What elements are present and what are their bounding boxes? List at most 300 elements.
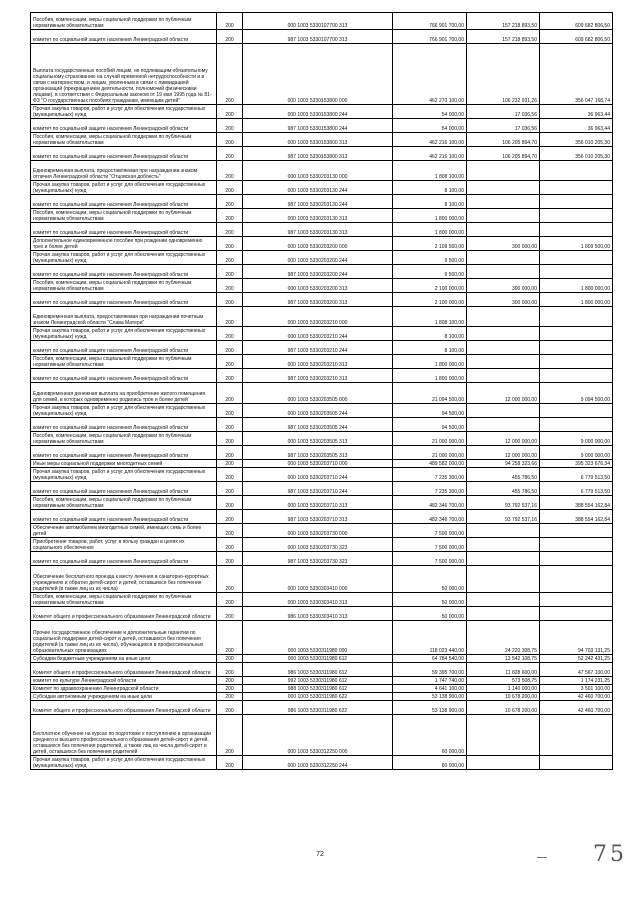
table-row bbox=[31, 44, 613, 105]
row-description: комитет по культуре Ленинградской области bbox=[31, 677, 217, 685]
row-budget-code: 000 1003 5330311980 000 bbox=[243, 621, 393, 655]
row-line-code: 200 bbox=[217, 677, 243, 685]
row-unexecuted-amount: 9 000 000,00 bbox=[540, 446, 613, 460]
row-unexecuted-amount bbox=[540, 251, 613, 265]
row-unexecuted-amount: 1 800 000,00 bbox=[540, 293, 613, 307]
table-row bbox=[31, 279, 613, 293]
row-executed-amount: 106 205 894,70 bbox=[467, 147, 540, 161]
row-unexecuted-amount: 388 554 162,84 bbox=[540, 510, 613, 524]
row-description: Выплата государственных пособий лицам, не подлежащим обязательному социальному страхованию на случай временной нетрудоспособности и в связи с материнством, и лицам, уволенным в связи с ликвидацией организаций (прекращением деятельности, полномочий физическими лицами), в соответствии с Федеральным законом от 19 мая 1995 года № 81-ФЗ "О государственных пособиях гражданам, имеющим детей" bbox=[31, 44, 217, 105]
row-description: Комитет по здравоохранению Ленинградской области bbox=[31, 685, 217, 693]
row-executed-amount bbox=[467, 341, 540, 355]
row-budget-code: 987 1003 5330203505 244 bbox=[243, 418, 393, 432]
table-row bbox=[31, 251, 613, 265]
row-unexecuted-amount: 6 779 513,50 bbox=[540, 482, 613, 496]
row-approved-amount: 53 138 900,00 bbox=[393, 693, 467, 701]
row-line-code: 200 bbox=[217, 460, 243, 468]
row-description: комитет по социальной защите населения Ленинградской области bbox=[31, 119, 217, 133]
row-approved-amount: 462 216 100,00 bbox=[393, 147, 467, 161]
row-executed-amount bbox=[467, 552, 540, 566]
row-unexecuted-amount: 356 010 205,30 bbox=[540, 133, 613, 147]
table-row bbox=[31, 655, 613, 663]
row-description: Иные меры социальной поддержки многодетных семей bbox=[31, 460, 217, 468]
row-budget-code: 000 1003 5330203130 313 bbox=[243, 209, 393, 223]
row-description: Прочая закупка товаров, работ и услуг для обеспечения государственных (муниципальных) нужд bbox=[31, 404, 217, 418]
row-line-code: 200 bbox=[217, 524, 243, 538]
row-line-code: 200 bbox=[217, 341, 243, 355]
table-row bbox=[31, 369, 613, 383]
row-description: Дополнительное единовременное пособие при рождении одновременно трех и более детей bbox=[31, 237, 217, 251]
row-description: Обеспечение автомобилем многодетных семей, имеющих семь и более детей bbox=[31, 524, 217, 538]
row-approved-amount: 7 235 300,00 bbox=[393, 468, 467, 482]
row-line-code: 200 bbox=[217, 693, 243, 701]
row-unexecuted-amount: 36 963,44 bbox=[540, 105, 613, 119]
row-approved-amount: 482 346 700,00 bbox=[393, 510, 467, 524]
row-unexecuted-amount: 609 682 806,50 bbox=[540, 30, 613, 44]
row-description: комитет по социальной защите населения Ленинградской области bbox=[31, 265, 217, 279]
row-line-code: 200 bbox=[217, 468, 243, 482]
table-row bbox=[31, 468, 613, 482]
row-budget-code: 987 1003 5330107700 313 bbox=[243, 30, 393, 44]
row-executed-amount: 11 828 600,00 bbox=[467, 663, 540, 677]
row-executed-amount: 455 786,50 bbox=[467, 482, 540, 496]
row-executed-amount bbox=[467, 251, 540, 265]
row-description: Прочая закупка товаров, работ и услуг для обеспечения государственных (муниципальных) нужд bbox=[31, 327, 217, 341]
row-description: комитет по социальной защите населения Ленинградской области bbox=[31, 510, 217, 524]
row-unexecuted-amount: 36 963,44 bbox=[540, 119, 613, 133]
row-executed-amount: 300 000,00 bbox=[467, 279, 540, 293]
row-unexecuted-amount: 6 779 513,50 bbox=[540, 468, 613, 482]
row-budget-code: 987 1003 5330203710 244 bbox=[243, 482, 393, 496]
row-approved-amount: 1 800 000,00 bbox=[393, 209, 467, 223]
row-budget-code: 987 1003 5330203200 313 bbox=[243, 293, 393, 307]
row-approved-amount: 462 216 100,00 bbox=[393, 133, 467, 147]
row-line-code: 200 bbox=[217, 147, 243, 161]
table-row bbox=[31, 607, 613, 621]
row-budget-code: 000 1003 5330203730 323 bbox=[243, 538, 393, 552]
table-row bbox=[31, 223, 613, 237]
row-budget-code: 992 1003 5330311980 612 bbox=[243, 677, 393, 685]
table-row bbox=[31, 13, 613, 30]
row-description: Единовременная выплата, предоставляемая при награждении почетным знаком Ленинградской области "Слава Матери" bbox=[31, 307, 217, 327]
row-unexecuted-amount: 1 809 500,00 bbox=[540, 237, 613, 251]
table-row bbox=[31, 265, 613, 279]
row-unexecuted-amount bbox=[540, 209, 613, 223]
row-description: комитет по социальной защите населения Ленинградской области bbox=[31, 482, 217, 496]
row-line-code: 200 bbox=[217, 369, 243, 383]
row-approved-amount: 50 000,00 bbox=[393, 607, 467, 621]
row-executed-amount: 157 218 893,50 bbox=[467, 30, 540, 44]
row-budget-code: 987 1003 5330203130 244 bbox=[243, 195, 393, 209]
row-line-code: 200 bbox=[217, 621, 243, 655]
row-description: Пособия, компенсации, меры социальной поддержки по публичным нормативным обязательствам bbox=[31, 209, 217, 223]
row-budget-code: 987 1003 5330203210 244 bbox=[243, 341, 393, 355]
table-row bbox=[31, 538, 613, 552]
table-row bbox=[31, 383, 613, 404]
row-line-code: 200 bbox=[217, 404, 243, 418]
table-row bbox=[31, 355, 613, 369]
row-executed-amount bbox=[467, 355, 540, 369]
row-line-code: 200 bbox=[217, 715, 243, 756]
row-line-code: 200 bbox=[217, 383, 243, 404]
row-budget-code: 000 1003 5330203210 244 bbox=[243, 327, 393, 341]
row-unexecuted-amount bbox=[540, 715, 613, 756]
table-row bbox=[31, 30, 613, 44]
row-executed-amount: 93 792 537,16 bbox=[467, 496, 540, 510]
row-budget-code: 000 1003 5330203505 000 bbox=[243, 383, 393, 404]
row-approved-amount: 64 784 540,00 bbox=[393, 655, 467, 663]
table-row bbox=[31, 237, 613, 251]
row-description: Комитет общего и профессионального образования Ленинградской области bbox=[31, 701, 217, 715]
row-executed-amount bbox=[467, 307, 540, 327]
row-executed-amount: 10 678 200,00 bbox=[467, 701, 540, 715]
row-line-code: 200 bbox=[217, 552, 243, 566]
row-unexecuted-amount: 52 242 431,25 bbox=[540, 655, 613, 663]
row-line-code: 200 bbox=[217, 293, 243, 307]
row-executed-amount: 94 258 323,66 bbox=[467, 460, 540, 468]
row-budget-code: 000 1003 5330312250 244 bbox=[243, 756, 393, 770]
row-line-code: 200 bbox=[217, 663, 243, 677]
row-unexecuted-amount bbox=[540, 369, 613, 383]
row-line-code: 200 bbox=[217, 355, 243, 369]
row-approved-amount: 9 500,00 bbox=[393, 265, 467, 279]
row-unexecuted-amount bbox=[540, 341, 613, 355]
row-description: Прочая закупка товаров, работ и услуг для обеспечения государственных (муниципальных) нужд bbox=[31, 181, 217, 195]
row-executed-amount bbox=[467, 607, 540, 621]
row-executed-amount: 300 000,00 bbox=[467, 237, 540, 251]
table-row bbox=[31, 327, 613, 341]
row-approved-amount: 1 800 000,00 bbox=[393, 223, 467, 237]
row-executed-amount: 12 000 000,00 bbox=[467, 446, 540, 460]
row-executed-amount bbox=[467, 715, 540, 756]
row-budget-code: 000 1003 5330153800 000 bbox=[243, 44, 393, 105]
table-row bbox=[31, 482, 613, 496]
row-unexecuted-amount bbox=[540, 524, 613, 538]
row-line-code: 200 bbox=[217, 446, 243, 460]
row-approved-amount: 1 808 100,00 bbox=[393, 161, 467, 181]
row-description: Пособия, компенсации, меры социальной поддержки по публичным нормативным обязательствам bbox=[31, 496, 217, 510]
row-executed-amount: 106 232 931,26 bbox=[467, 44, 540, 105]
table-row bbox=[31, 161, 613, 181]
row-unexecuted-amount bbox=[540, 161, 613, 181]
table-row bbox=[31, 432, 613, 446]
row-budget-code: 000 1003 5330303410 313 bbox=[243, 593, 393, 607]
row-approved-amount: 118 023 440,00 bbox=[393, 621, 467, 655]
row-budget-code: 000 1003 5330203505 313 bbox=[243, 432, 393, 446]
table-row bbox=[31, 105, 613, 119]
row-approved-amount: 59 395 700,00 bbox=[393, 663, 467, 677]
row-approved-amount: 2 100 000,00 bbox=[393, 293, 467, 307]
row-executed-amount bbox=[467, 566, 540, 593]
table-row bbox=[31, 621, 613, 655]
row-executed-amount: 17 036,56 bbox=[467, 105, 540, 119]
row-description: Комитет общего и профессионального образования Ленинградской области bbox=[31, 607, 217, 621]
row-unexecuted-amount: 9 094 500,00 bbox=[540, 383, 613, 404]
row-approved-amount: 7 500 000,00 bbox=[393, 538, 467, 552]
row-approved-amount: 7 500 000,00 bbox=[393, 552, 467, 566]
row-description: Субсидии автономным учреждениям на иные цели bbox=[31, 693, 217, 701]
row-unexecuted-amount bbox=[540, 593, 613, 607]
row-line-code: 200 bbox=[217, 655, 243, 663]
row-approved-amount: 1 747 740,00 bbox=[393, 677, 467, 685]
row-budget-code: 987 1003 5330203210 313 bbox=[243, 369, 393, 383]
row-unexecuted-amount bbox=[540, 607, 613, 621]
row-budget-code: 000 1003 5330303410 000 bbox=[243, 566, 393, 593]
handwritten-page-mark: 7 5 bbox=[593, 842, 622, 867]
row-line-code: 200 bbox=[217, 538, 243, 552]
row-description: комитет по социальной защите населения Ленинградской области bbox=[31, 341, 217, 355]
row-unexecuted-amount bbox=[540, 307, 613, 327]
row-budget-code: 986 1003 5330303410 313 bbox=[243, 607, 393, 621]
row-executed-amount bbox=[467, 223, 540, 237]
table-row bbox=[31, 496, 613, 510]
row-budget-code: 000 1003 5330153800 244 bbox=[243, 105, 393, 119]
row-unexecuted-amount: 42 460 700,00 bbox=[540, 701, 613, 715]
row-description: комитет по социальной защите населения Ленинградской области bbox=[31, 369, 217, 383]
table-row bbox=[31, 446, 613, 460]
row-description: комитет по социальной защите населения Ленинградской области bbox=[31, 552, 217, 566]
table-row bbox=[31, 460, 613, 468]
margin-dash bbox=[537, 857, 547, 858]
row-description: комитет по социальной защите населения Ленинградской области bbox=[31, 446, 217, 460]
row-unexecuted-amount bbox=[540, 552, 613, 566]
row-approved-amount: 1 800 000,00 bbox=[393, 355, 467, 369]
table-row bbox=[31, 593, 613, 607]
table-row bbox=[31, 715, 613, 756]
row-executed-amount: 300 000,00 bbox=[467, 293, 540, 307]
row-unexecuted-amount bbox=[540, 265, 613, 279]
row-executed-amount bbox=[467, 538, 540, 552]
row-executed-amount: 106 205 894,70 bbox=[467, 133, 540, 147]
row-line-code: 200 bbox=[217, 327, 243, 341]
row-description: Пособия, компенсации, меры социальной поддержки по публичным нормативным обязательствам bbox=[31, 279, 217, 293]
row-executed-amount: 93 792 537,16 bbox=[467, 510, 540, 524]
row-budget-code: 000 1003 5330311980 622 bbox=[243, 693, 393, 701]
row-budget-code: 987 1003 5330203130 313 bbox=[243, 223, 393, 237]
row-unexecuted-amount: 3 501 100,00 bbox=[540, 685, 613, 693]
row-budget-code: 000 1003 5330203710 313 bbox=[243, 496, 393, 510]
table-row bbox=[31, 293, 613, 307]
row-approved-amount: 4 641 100,00 bbox=[393, 685, 467, 693]
row-description: Прочая закупка товаров, работ и услуг для обеспечения государственных (муниципальных) нужд bbox=[31, 105, 217, 119]
row-budget-code: 987 1003 5330203710 313 bbox=[243, 510, 393, 524]
row-approved-amount: 2 109 500,00 bbox=[393, 237, 467, 251]
row-budget-code: 000 1003 5330203200 000 bbox=[243, 237, 393, 251]
row-executed-amount: 12 000 000,00 bbox=[467, 383, 540, 404]
row-executed-amount bbox=[467, 404, 540, 418]
row-description: комитет по социальной защите населения Ленинградской области bbox=[31, 293, 217, 307]
table-row bbox=[31, 510, 613, 524]
row-approved-amount: 50 000,00 bbox=[393, 566, 467, 593]
row-approved-amount: 21 000 000,00 bbox=[393, 432, 467, 446]
table-row bbox=[31, 209, 613, 223]
row-executed-amount bbox=[467, 524, 540, 538]
row-line-code: 200 bbox=[217, 181, 243, 195]
row-executed-amount bbox=[467, 265, 540, 279]
row-approved-amount: 8 100,00 bbox=[393, 341, 467, 355]
row-line-code: 200 bbox=[217, 432, 243, 446]
row-line-code: 200 bbox=[217, 701, 243, 715]
row-approved-amount: 482 346 700,00 bbox=[393, 496, 467, 510]
row-description: Пособия, компенсации, меры социальной поддержки по публичным нормативным обязательствам bbox=[31, 432, 217, 446]
row-approved-amount: 2 100 000,00 bbox=[393, 279, 467, 293]
row-approved-amount: 60 000,00 bbox=[393, 715, 467, 756]
table-body bbox=[31, 13, 613, 770]
table-row bbox=[31, 552, 613, 566]
table-row bbox=[31, 524, 613, 538]
row-budget-code: 000 1003 5330203210 000 bbox=[243, 307, 393, 327]
table-row bbox=[31, 756, 613, 770]
table-row bbox=[31, 133, 613, 147]
row-executed-amount bbox=[467, 327, 540, 341]
table-row bbox=[31, 663, 613, 677]
row-unexecuted-amount: 609 682 806,50 bbox=[540, 13, 613, 30]
row-executed-amount: 573 508,75 bbox=[467, 677, 540, 685]
row-budget-code: 000 1003 5330312250 000 bbox=[243, 715, 393, 756]
table-row bbox=[31, 677, 613, 685]
row-approved-amount: 50 000,00 bbox=[393, 593, 467, 607]
row-unexecuted-amount bbox=[540, 538, 613, 552]
row-line-code: 200 bbox=[217, 496, 243, 510]
row-budget-code: 987 1003 5330153800 244 bbox=[243, 119, 393, 133]
table-row bbox=[31, 404, 613, 418]
row-unexecuted-amount bbox=[540, 355, 613, 369]
row-executed-amount bbox=[467, 181, 540, 195]
row-line-code: 200 bbox=[217, 685, 243, 693]
row-executed-amount bbox=[467, 195, 540, 209]
table-row bbox=[31, 701, 613, 715]
row-unexecuted-amount: 1 800 000,00 bbox=[540, 279, 613, 293]
row-executed-amount: 17 036,56 bbox=[467, 119, 540, 133]
row-unexecuted-amount bbox=[540, 223, 613, 237]
row-budget-code: 987 1003 5330203730 323 bbox=[243, 552, 393, 566]
row-unexecuted-amount: 47 567 100,00 bbox=[540, 663, 613, 677]
table-row bbox=[31, 195, 613, 209]
row-description: Пособия, компенсации, меры социальной поддержки по публичным нормативным обязательствам bbox=[31, 133, 217, 147]
table-row bbox=[31, 119, 613, 133]
row-description: Приобретение товаров, работ, услуг в пользу граждан в целях их социального обеспечения bbox=[31, 538, 217, 552]
row-approved-amount: 462 270 100,00 bbox=[393, 44, 467, 105]
table-row bbox=[31, 307, 613, 327]
row-unexecuted-amount bbox=[540, 756, 613, 770]
row-description: комитет по социальной защите населения Ленинградской области bbox=[31, 147, 217, 161]
row-budget-code: 000 1003 5330203730 000 bbox=[243, 524, 393, 538]
row-executed-amount bbox=[467, 593, 540, 607]
row-approved-amount: 8 100,00 bbox=[393, 327, 467, 341]
row-budget-code: 987 1003 5330153800 313 bbox=[243, 147, 393, 161]
row-approved-amount: 54 000,00 bbox=[393, 105, 467, 119]
row-description: комитет по социальной защите населения Ленинградской области bbox=[31, 418, 217, 432]
row-budget-code: 000 1003 5330203210 313 bbox=[243, 355, 393, 369]
row-unexecuted-amount: 395 323 676,34 bbox=[540, 460, 613, 468]
row-budget-code: 000 1003 5330203710 000 bbox=[243, 460, 393, 468]
row-unexecuted-amount bbox=[540, 566, 613, 593]
row-description: Комитет общего и профессионального образования Ленинградской области bbox=[31, 663, 217, 677]
budget-execution-table bbox=[30, 12, 613, 770]
row-unexecuted-amount: 356 010 205,30 bbox=[540, 147, 613, 161]
row-approved-amount: 7 235 300,00 bbox=[393, 482, 467, 496]
row-approved-amount: 54 000,00 bbox=[393, 119, 467, 133]
row-budget-code: 000 1003 5330203130 244 bbox=[243, 181, 393, 195]
row-line-code: 200 bbox=[217, 13, 243, 30]
row-approved-amount: 766 901 700,00 bbox=[393, 13, 467, 30]
row-description: Обеспечение бесплатного проезда к месту лечения в санаторно-курортных учреждениях и обратно детей-сирот и детей, оставшихся без попечения родителей (в также лиц из их числа) bbox=[31, 566, 217, 593]
row-description: комитет по социальной защите населения Ленинградской области bbox=[31, 30, 217, 44]
row-description: Единовременная выплата, предоставляемая при награждении знаком отличия Ленинградской области "Отцовская доблесть" bbox=[31, 161, 217, 181]
row-description: Прочая закупка товаров, работ и услуг для обеспечения государственных (муниципальных) нужд bbox=[31, 756, 217, 770]
row-budget-code: 987 1003 5330203200 244 bbox=[243, 265, 393, 279]
row-description: комитет по социальной защите населения Ленинградской области bbox=[31, 223, 217, 237]
table-row bbox=[31, 566, 613, 593]
page-number: 72 bbox=[316, 851, 324, 858]
row-executed-amount: 455 786,50 bbox=[467, 468, 540, 482]
row-approved-amount: 21 094 500,00 bbox=[393, 383, 467, 404]
row-line-code: 200 bbox=[217, 593, 243, 607]
row-unexecuted-amount bbox=[540, 404, 613, 418]
row-executed-amount bbox=[467, 369, 540, 383]
row-unexecuted-amount: 388 554 162,84 bbox=[540, 496, 613, 510]
row-budget-code: 986 1003 5330311980 612 bbox=[243, 663, 393, 677]
row-approved-amount: 21 000 000,00 bbox=[393, 446, 467, 460]
row-description: Единовременная денежная выплата на приобретение жилого помещения для семей, в которых одновременно родились трое и более детей bbox=[31, 383, 217, 404]
row-unexecuted-amount: 9 000 000,00 bbox=[540, 432, 613, 446]
row-budget-code: 000 1003 5330107700 313 bbox=[243, 13, 393, 30]
row-approved-amount: 9 500,00 bbox=[393, 251, 467, 265]
row-executed-amount: 157 218 893,50 bbox=[467, 13, 540, 30]
table-row bbox=[31, 181, 613, 195]
row-description: Прочее государственное обеспечение и дополнительные гарантии по социальной поддержке детей-сирот и детей, оставшихся без попечения родителей (а также лиц из их числа), обучающихся в профессиональных образовательных организациях bbox=[31, 621, 217, 655]
row-unexecuted-amount: 94 703 131,25 bbox=[540, 621, 613, 655]
row-executed-amount: 10 678 200,00 bbox=[467, 693, 540, 701]
row-executed-amount bbox=[467, 756, 540, 770]
row-budget-code: 000 1003 5330203710 244 bbox=[243, 468, 393, 482]
row-approved-amount: 94 500,00 bbox=[393, 418, 467, 432]
row-approved-amount: 94 500,00 bbox=[393, 404, 467, 418]
row-budget-code: 000 1003 5330203505 244 bbox=[243, 404, 393, 418]
row-budget-code: 000 1003 5330311980 612 bbox=[243, 655, 393, 663]
row-description: Пособия, компенсации, меры социальной поддержки по публичным нормативным обязательствам bbox=[31, 593, 217, 607]
row-unexecuted-amount: 42 460 700,00 bbox=[540, 693, 613, 701]
row-line-code: 200 bbox=[217, 265, 243, 279]
table-row bbox=[31, 147, 613, 161]
row-line-code: 200 bbox=[217, 161, 243, 181]
row-approved-amount: 489 582 000,00 bbox=[393, 460, 467, 468]
row-approved-amount: 8 100,00 bbox=[393, 195, 467, 209]
row-description: комитет по социальной защите населения Ленинградской области bbox=[31, 195, 217, 209]
row-budget-code: 000 1003 5330203130 000 bbox=[243, 161, 393, 181]
row-line-code: 200 bbox=[217, 510, 243, 524]
row-unexecuted-amount: 1 174 231,25 bbox=[540, 677, 613, 685]
row-line-code: 200 bbox=[217, 195, 243, 209]
row-description: Прочая закупка товаров, работ и услуг для обеспечения государственных (муниципальных) нужд bbox=[31, 468, 217, 482]
row-budget-code: 987 1003 5330203505 313 bbox=[243, 446, 393, 460]
table-row bbox=[31, 693, 613, 701]
row-unexecuted-amount bbox=[540, 327, 613, 341]
row-budget-code: 000 1003 5330203200 313 bbox=[243, 279, 393, 293]
row-description: Субсидии бюджетным учреждениям на иные цели bbox=[31, 655, 217, 663]
row-line-code: 200 bbox=[217, 223, 243, 237]
row-description: Бесплатное обучение на курсах по подготовке к поступлению в организации среднего и высшего профессионального образования детей-сирот и детей, оставшихся без попечения родителей, а также лиц из числа детей-сирот и детей, оставшихся без попечения родителей bbox=[31, 715, 217, 756]
row-executed-amount: 1 140 000,00 bbox=[467, 685, 540, 693]
row-line-code: 200 bbox=[217, 279, 243, 293]
row-line-code: 200 bbox=[217, 756, 243, 770]
row-approved-amount: 766 901 700,00 bbox=[393, 30, 467, 44]
row-line-code: 200 bbox=[217, 418, 243, 432]
row-executed-amount bbox=[467, 418, 540, 432]
row-description: Пособия, компенсации, меры социальной поддержки по публичным нормативным обязательствам bbox=[31, 355, 217, 369]
row-line-code: 200 bbox=[217, 44, 243, 105]
row-line-code: 200 bbox=[217, 307, 243, 327]
